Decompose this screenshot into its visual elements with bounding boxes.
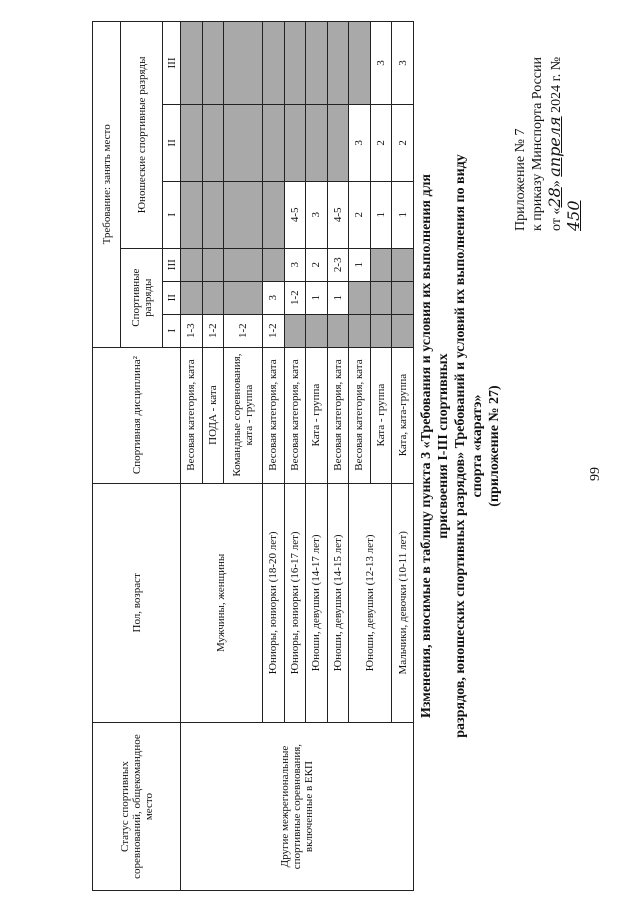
place-cell xyxy=(262,104,284,181)
discipline-cell: Командные соревнования, ката - группа xyxy=(224,347,263,483)
title-line-1: Изменения, вносимые в таблицу пункта 3 «Требования и условия их выполнения для присвоения I-III спортивных xyxy=(419,173,451,719)
place-cell xyxy=(202,248,224,281)
table-body xyxy=(181,22,414,891)
place-cell: 1 xyxy=(349,248,371,281)
place-cell xyxy=(284,314,306,347)
place-cell xyxy=(181,22,203,105)
place-cell xyxy=(202,281,224,314)
header-youth-rank-iii: III xyxy=(163,22,181,105)
table-header xyxy=(93,22,181,891)
handwritten-day: 28 xyxy=(545,187,564,208)
place-cell xyxy=(349,22,371,105)
place-cell: 2 xyxy=(306,248,328,281)
header-sport-rank-ii: II xyxy=(163,281,181,314)
place-cell xyxy=(392,281,414,314)
requirements-table xyxy=(92,21,414,891)
discipline-cell: Весовая категория, ката xyxy=(284,347,306,483)
discipline-cell: ПОДА - ката xyxy=(202,347,224,483)
gender-age-cell: Юноши, девушки (14-17 лет) xyxy=(306,483,328,723)
gender-age-cell: Юноши, девушки (14-15 лет) xyxy=(327,483,349,723)
header-gender-age: Пол, возраст xyxy=(93,483,181,723)
discipline-cell: Ката, ката-группа xyxy=(392,347,414,483)
place-cell xyxy=(202,181,224,248)
discipline-cell: Весовая категория, ката xyxy=(349,347,371,483)
place-cell: 2-3 xyxy=(327,248,349,281)
place-cell: 1-2 xyxy=(202,314,224,347)
place-cell xyxy=(224,104,263,181)
place-cell: 1-2 xyxy=(262,314,284,347)
title-line-3: (приложение № 27) xyxy=(487,385,502,507)
table-row xyxy=(181,22,203,891)
place-cell xyxy=(370,248,392,281)
place-cell xyxy=(392,248,414,281)
place-cell: 1-3 xyxy=(181,314,203,347)
place-cell xyxy=(327,104,349,181)
page-number: 99 xyxy=(588,467,603,481)
date-suffix: 2024 г. № xyxy=(549,56,564,113)
header-sport-rank-i: I xyxy=(163,314,181,347)
place-cell xyxy=(262,181,284,248)
discipline-cell: Ката - группа xyxy=(370,347,392,483)
place-cell: 3 xyxy=(284,248,306,281)
gender-age-cell: Юниоры, юниорки (16-17 лет) xyxy=(284,483,306,723)
handwritten-month: апреля xyxy=(545,116,564,177)
place-cell: 3 xyxy=(306,181,328,248)
place-cell xyxy=(306,22,328,105)
place-cell: 1 xyxy=(327,281,349,314)
header-youth-ranks: Юношеские спортивные разряды xyxy=(121,22,163,249)
header-requirement: Требование: занять место xyxy=(93,22,121,348)
place-cell: 1 xyxy=(370,181,392,248)
title-line-2: разрядов, юношеских спортивных разрядов» Требований и условий их выполнения по виду спорта «каратэ» xyxy=(453,154,485,738)
place-cell: 1 xyxy=(392,181,414,248)
place-cell xyxy=(224,281,263,314)
status-group-cell: Другие межрегиональные спортивные соревнования, включенные в ЕКП xyxy=(181,723,414,891)
place-cell xyxy=(181,281,203,314)
place-cell xyxy=(181,181,203,248)
place-cell: 3 xyxy=(262,281,284,314)
place-cell xyxy=(306,104,328,181)
place-cell: 2 xyxy=(392,104,414,181)
header-youth-rank-i: I xyxy=(163,181,181,248)
place-cell xyxy=(370,281,392,314)
place-cell: 4-5 xyxy=(327,181,349,248)
place-cell xyxy=(327,314,349,347)
place-cell xyxy=(284,22,306,105)
header-youth-rank-ii: II xyxy=(163,104,181,181)
place-cell xyxy=(306,314,328,347)
handwritten-order-number: 450 xyxy=(564,200,583,231)
place-cell xyxy=(262,22,284,105)
gender-age-cell: Юниоры, юниорки (18-20 лет) xyxy=(262,483,284,723)
discipline-cell: Ката - группа xyxy=(306,347,328,483)
gender-age-cell: Мальчики, девочки (10-11 лет) xyxy=(392,483,414,723)
place-cell xyxy=(349,314,371,347)
place-cell xyxy=(392,314,414,347)
place-cell xyxy=(284,104,306,181)
place-cell: 2 xyxy=(370,104,392,181)
place-cell: 1-2 xyxy=(284,281,306,314)
place-cell xyxy=(224,22,263,105)
place-cell xyxy=(327,22,349,105)
appendix-line-2: к приказу Минспорта России xyxy=(530,57,545,231)
date-prefix: от « xyxy=(549,207,564,231)
place-cell: 1 xyxy=(306,281,328,314)
place-cell: 2 xyxy=(349,181,371,248)
header-sport-ranks: Спортивные разряды xyxy=(121,248,163,347)
appendix-line-1: Приложение № 7 xyxy=(513,128,528,231)
place-cell: 4-5 xyxy=(284,181,306,248)
header-discipline: Спортивная дисциплина² xyxy=(93,347,181,483)
date-mid: » xyxy=(549,180,564,188)
discipline-cell: Весовая категория, ката xyxy=(181,347,203,483)
gender-age-cell: Мужчины, женщины xyxy=(181,483,263,723)
place-cell xyxy=(349,281,371,314)
place-cell xyxy=(224,181,263,248)
discipline-cell: Весовая категория, ката xyxy=(327,347,349,483)
place-cell xyxy=(202,22,224,105)
place-cell: 3 xyxy=(370,22,392,105)
gender-age-cell: Юноши, девушки (12-13 лет) xyxy=(349,483,392,723)
appendix-block xyxy=(512,31,584,231)
place-cell xyxy=(181,104,203,181)
appendix-date-line xyxy=(546,31,584,231)
document-title xyxy=(418,141,503,751)
place-cell xyxy=(262,248,284,281)
header-sport-rank-iii: III xyxy=(163,248,181,281)
place-cell xyxy=(370,314,392,347)
place-cell xyxy=(202,104,224,181)
place-cell: 1-2 xyxy=(224,314,263,347)
discipline-cell: Весовая категория, ката xyxy=(262,347,284,483)
header-status: Статус спортивных соревнований, общекомандное место xyxy=(93,723,181,891)
place-cell xyxy=(224,248,263,281)
place-cell xyxy=(181,248,203,281)
place-cell: 3 xyxy=(392,22,414,105)
place-cell: 3 xyxy=(349,104,371,181)
